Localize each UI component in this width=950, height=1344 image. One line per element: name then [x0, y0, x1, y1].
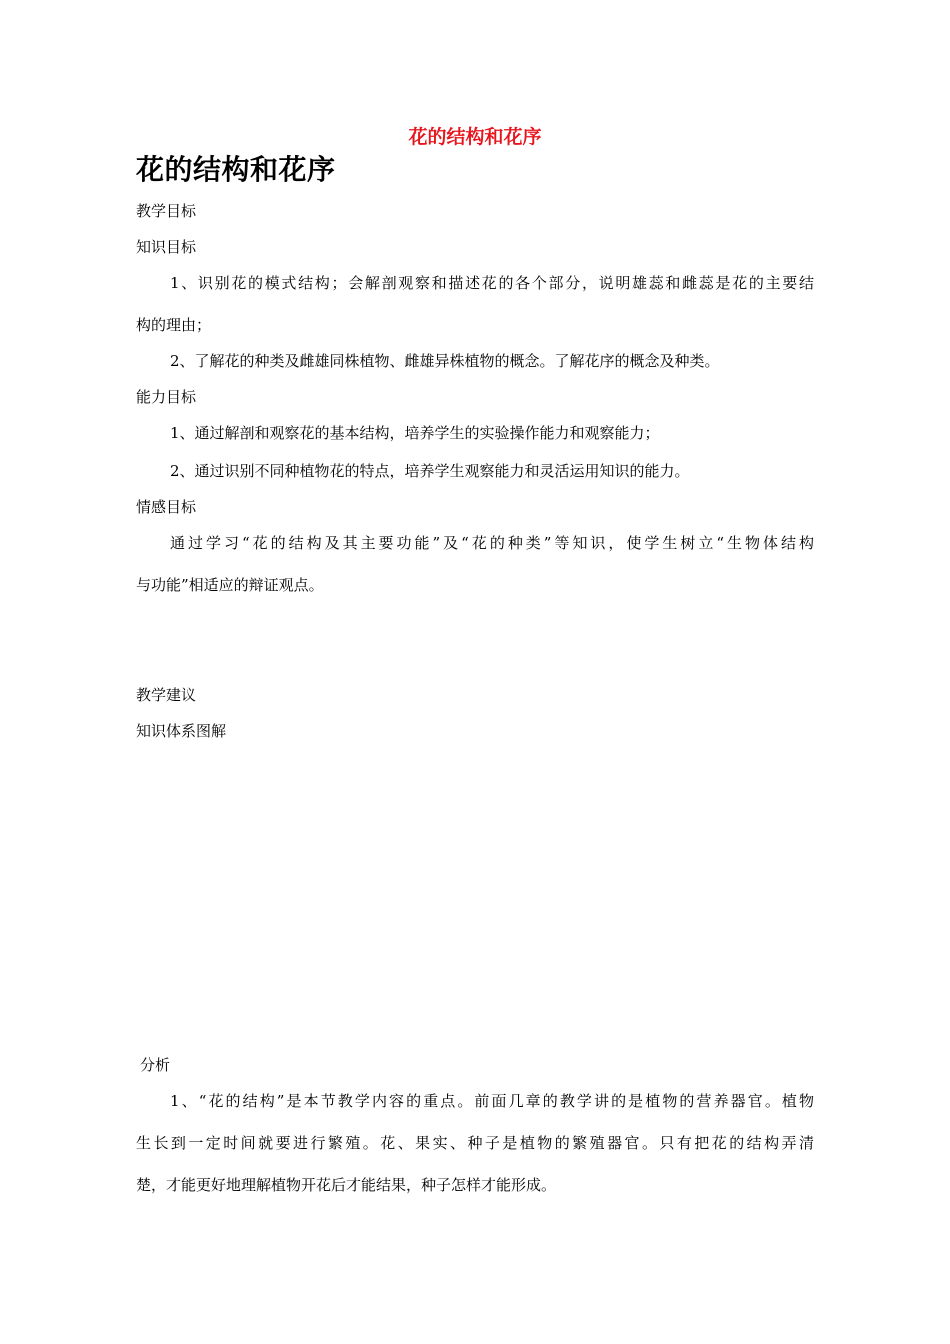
- document-main-title: 花的结构和花序: [136, 153, 336, 186]
- analysis-1-line1: 1、“花的结构”是本节教学内容的重点。前面几章的教学讲的是植物的营养器官。植物: [170, 1092, 814, 1110]
- emotion-goal-line2: 与功能”相适应的辩证观点。: [136, 576, 324, 594]
- teaching-suggestions-heading: 教学建议: [136, 686, 197, 704]
- ability-goal-2: 2、通过识别不同种植物花的特点，培养学生观察能力和灵活运用知识的能力。: [170, 462, 690, 480]
- ability-goals-heading: 能力目标: [136, 388, 197, 406]
- emotion-goals-heading: 情感目标: [136, 498, 197, 516]
- teaching-goals-heading: 教学目标: [136, 202, 197, 220]
- ability-goal-1: 1、通过解剖和观察花的基本结构，培养学生的实验操作能力和观察能力；: [170, 424, 660, 442]
- analysis-heading: 分析: [140, 1056, 171, 1074]
- analysis-1-line2: 生长到一定时间就要进行繁殖。花、果实、种子是植物的繁殖器官。只有把花的结构弄清: [136, 1134, 814, 1152]
- analysis-1-line3: 楚，才能更好地理解植物开花后才能结果，种子怎样才能形成。: [136, 1176, 557, 1194]
- document-red-title: 花的结构和花序: [408, 126, 542, 148]
- knowledge-system-heading: 知识体系图解: [136, 722, 227, 740]
- knowledge-goals-heading: 知识目标: [136, 238, 197, 256]
- knowledge-goal-2: 2、了解花的种类及雌雄同株植物、雌雄异株植物的概念。了解花序的概念及种类。: [170, 352, 720, 370]
- emotion-goal-line1: 通过学习“花的结构及其主要功能”及“花的种类”等知识，使学生树立“生物体结构: [170, 534, 814, 552]
- knowledge-goal-1-line2: 构的理由；: [136, 316, 212, 334]
- knowledge-goal-1-line1: 1、识别花的模式结构；会解剖观察和描述花的各个部分，说明雄蕊和雌蕊是花的主要结: [170, 274, 814, 292]
